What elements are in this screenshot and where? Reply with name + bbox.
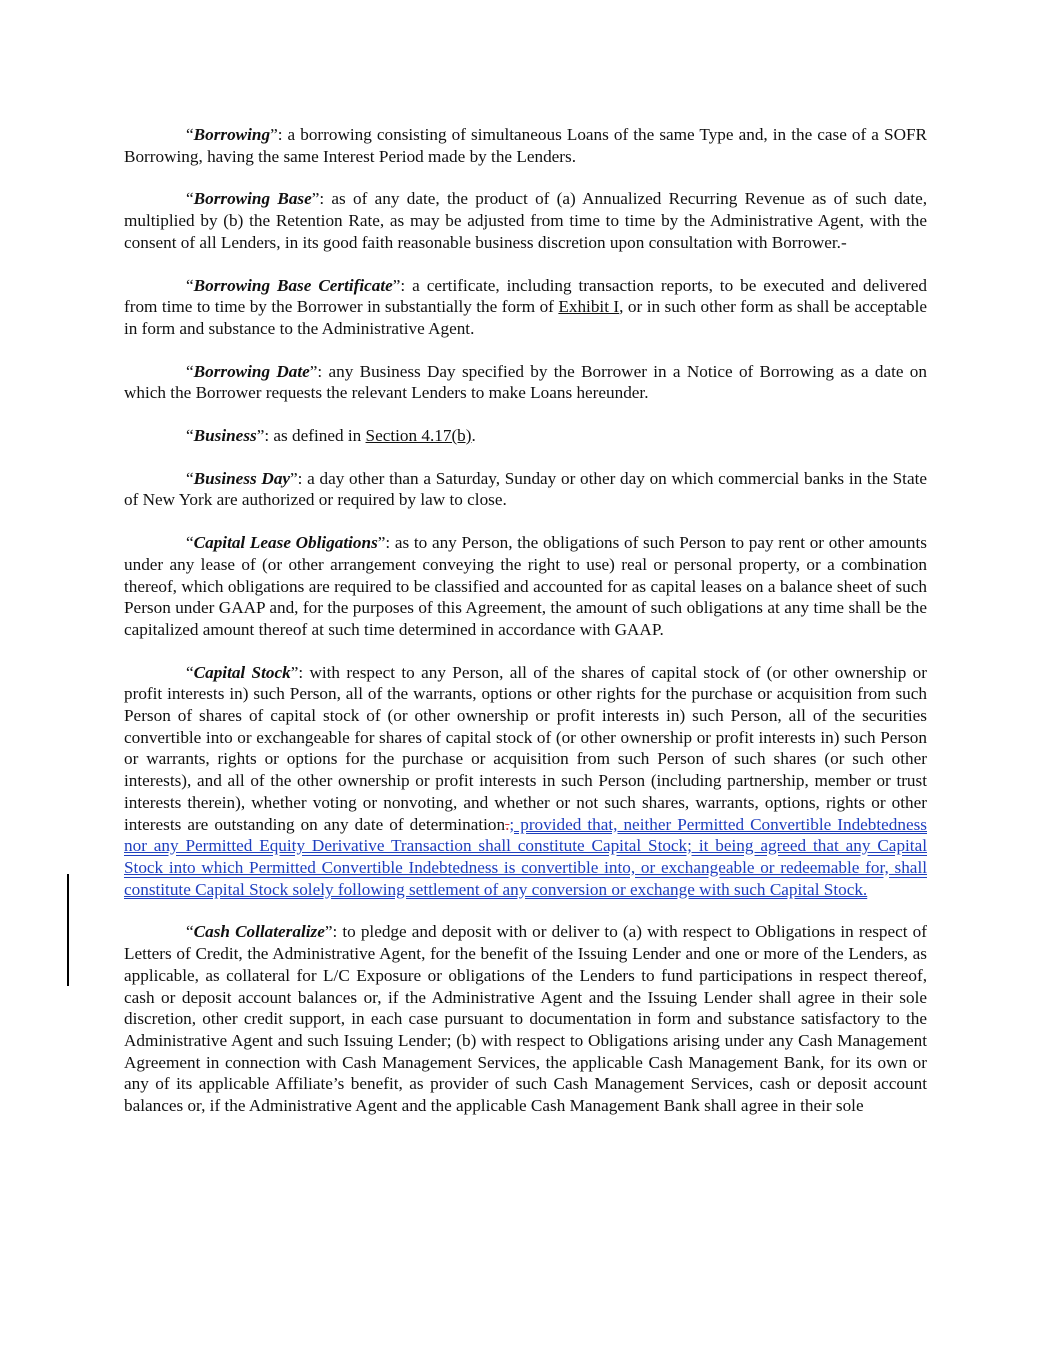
definition-text: ”: a borrowing consisting of simultaneous Loans of the same Type and, in the case of a SOFR Borrowing, having the same Interest Period made by the Lenders. bbox=[124, 125, 927, 166]
defined-term: Capital Lease Obligations bbox=[193, 533, 378, 553]
defined-term: Capital Stock bbox=[193, 662, 291, 682]
revision-change-bar bbox=[67, 874, 69, 986]
definition-text: ”: a certificate, including transaction reports, to be executed and delivered from time to time by the Borrower in substantially the form of bbox=[124, 275, 927, 317]
defined-term: Borrowing Date bbox=[193, 361, 310, 381]
definition-borrowing-date: “Borrowing Date”: any Business Day specified by the Borrower in a Notice of Borrowing as a date on which the Borrower requests the relevant Lenders to make Loans hereunder. bbox=[124, 361, 927, 403]
definition-borrowing-base: “Borrowing Base”: as of any date, the product of (a) Annualized Recurring Revenue as of such date, multiplied by (b) the Retention Rate, as may be adjusted from time to time by the Administrative Agent, with the consent of all Lenders, in its good faith reasonable business discretion upon consultation with Borrower.- bbox=[124, 189, 927, 252]
definition-borrowing: “Borrowing”: a borrowing consisting of simultaneous Loans of the same Type and, in the case of a SOFR Borrowing, having the same Interest Period made by the Lenders. bbox=[124, 125, 927, 166]
inserted-text: ; provided that, neither Permitted Convertible Indebtedness nor any Permitted Equity Derivative Transaction shall constitute Capital Stock; it being agreed that any Capital Stock into which Permitted Convertible Indebtedness is convertible into, or exchangeable or redeemable for, shall constitute Capital Stock solely following settlement of any conversion or exchange with such Capital Stock. bbox=[124, 814, 927, 899]
definition-capital-stock: “Capital Stock”: with respect to any Person, all of the shares of capital stock of (or other ownership or profit interests in) such Person, all of the warrants, options or other rights for the purchase or acquisition from such Person of shares of capital stock of (or other ownership or profit interests in) such Person, all of the securities convertible into or exchangeable for shares of capital stock of (or other ownership or profit interests in) such Person or warrants, rights or options for the purchase or acquisition from such Person of such shares (or such other interests), and all of the other ownership or profit interests in such Person (including partnership, member or trust interests therein), whether voting or nonvoting, and whether or not such shares, warrants, options, rights or other interests are outstanding on any date of determination.; provided that, neither Permitted Convertible Indebtedness nor any Permitted Equity Derivative Transaction shall constitute Capital Stock; it being agreed that any Capital Stock into which Permitted Convertible Indebtedness is convertible into, or exchangeable or redeemable for, shall constitute Capital Stock solely following settlement of any conversion or exchange with such Capital Stock. bbox=[124, 662, 927, 899]
definition-text: , or in such other form as shall be acceptable in form and substance to the Administrative Agent. bbox=[124, 297, 927, 338]
definition-text: ”: any Business Day specified by the Borrower in a Notice of Borrowing as a date on which the Borrower requests the relevant Lenders to make Loans hereunder. bbox=[124, 361, 927, 403]
document-page bbox=[124, 124, 927, 1138]
section-reference: Section 4.17(b) bbox=[365, 426, 472, 446]
deleted-text: . bbox=[505, 814, 510, 834]
defined-term: Business Day bbox=[193, 468, 291, 488]
defined-term: Borrowing Base bbox=[193, 189, 312, 209]
definition-text: . bbox=[471, 426, 476, 446]
definition-text: ”: with respect to any Person, all of the shares of capital stock of (or other ownership or profit interests in) such Person, all of the warrants, options or other rights for the purchase or acquisition from such Person of shares of capital stock of (or other ownership or profit interests in) such Person, all of the securities convertible into or exchangeable for shares of capital stock of (or other ownership or profit interests in) such Person or warrants, rights or options for the purchase or acquisition from such Person of such shares (or such other interests), and all of the other ownership or profit interests in such Person (including partnership, member or trust interests therein), whether voting or nonvoting, and whether or not such shares, warrants, options, rights or other interests are outstanding on any date of determination bbox=[124, 662, 927, 834]
definition-borrowing-base-certificate: “Borrowing Base Certificate”: a certificate, including transaction reports, to be executed and delivered from time to time by the Borrower in substantially the form of Exhibit I, or in such other form as shall be acceptable in form and substance to the Administrative Agent. bbox=[124, 275, 927, 338]
defined-term: Borrowing Base Certificate bbox=[193, 275, 393, 295]
definition-capital-lease-obligations: “Capital Lease Obligations”: as to any Person, the obligations of such Person to pay rent or other amounts under any lease of (or other arrangement conveying the right to use) real or personal property, or a combination thereof, which obligations are required to be classified and accounted for as capital leases on a balance sheet of such Person under GAAP and, for the purposes of this Agreement, the amount of such obligations at any time shall be the capitalized amount thereof at such time determined in accordance with GAAP. bbox=[124, 533, 927, 639]
definition-text: ”: a day other than a Saturday, Sunday or other day on which commercial banks in the State of New York are authorized or required by law to close. bbox=[124, 468, 927, 510]
definition-cash-collateralize: “Cash Collateralize”: to pledge and deposit with or deliver to (a) with respect to Obligations in respect of Letters of Credit, the Administrative Agent, for the benefit of the Issuing Lender and one or more of the Lenders, as applicable, as collateral for L/C Exposure or obligations of the Lenders to fund participations in respect thereof, cash or deposit account balances or, if the Administrative Agent and the Issuing Lender shall agree in their sole discretion, other credit support, in each case pursuant to documentation in form and substance satisfactory to the Administrative Agent and such Issuing Lender; (b) with respect to Obligations arising under any Cash Management Agreement in connection with Cash Management Services, the applicable Cash Management Bank, for its own or any of its applicable Affiliate’s benefit, as provider of such Cash Management Services, cash or deposit account balances or, if the Administrative Agent and the applicable Cash Management Bank shall agree in their sole bbox=[124, 922, 927, 1116]
defined-term: Business bbox=[193, 426, 257, 446]
exhibit-reference: Exhibit I bbox=[558, 297, 620, 317]
definition-text: ”: to pledge and deposit with or deliver to (a) with respect to Obligations in respect of Letters of Credit, the Administrative Agent, for the benefit of the Issuing Lender and one or more of the Lenders, as applicable, as collateral for L/C Exposure or obligations of the Lenders to fund participations in respect thereof, cash or deposit account balances or, if the Administrative Agent and the Issuing Lender shall agree in their sole discretion, other credit support, in each case pursuant to documentation in form and substance satisfactory to the Administrative Agent and such Issuing Lender; (b) with respect to Obligations arising under any Cash Management Agreement in connection with Cash Management Services, the applicable Cash Management Bank, for its own or any of its applicable Affiliate’s benefit, as provider of such Cash Management Services, cash or deposit account balances or, if the Administrative Agent and the applicable Cash Management Bank shall agree in their sole bbox=[124, 922, 927, 1116]
defined-term: Cash Collateralize bbox=[193, 922, 325, 942]
defined-term: Borrowing bbox=[193, 125, 271, 144]
definition-business-day: “Business Day”: a day other than a Saturday, Sunday or other day on which commercial banks in the State of New York are authorized or required by law to close. bbox=[124, 468, 927, 510]
definition-text: ”: as to any Person, the obligations of such Person to pay rent or other amounts under any lease of (or other arrangement conveying the right to use) real or personal property, or a combination thereof, which obligations are required to be classified and accounted for as capital leases on a balance sheet of such Person under GAAP and, for the purposes of this Agreement, the amount of such obligations at any time shall be the capitalized amount thereof at such time determined in accordance with GAAP. bbox=[124, 533, 927, 639]
definition-text: ”: as of any date, the product of (a) Annualized Recurring Revenue as of such date, multiplied by (b) the Retention Rate, as may be adjusted from time to time by the Administrative Agent, with the consent of all Lenders, in its good faith reasonable business discretion upon consultation with Borrower.- bbox=[124, 189, 927, 252]
definition-business: “Business”: as defined in Section 4.17(b). bbox=[186, 426, 476, 446]
definition-text: ”: as defined in bbox=[256, 426, 366, 446]
